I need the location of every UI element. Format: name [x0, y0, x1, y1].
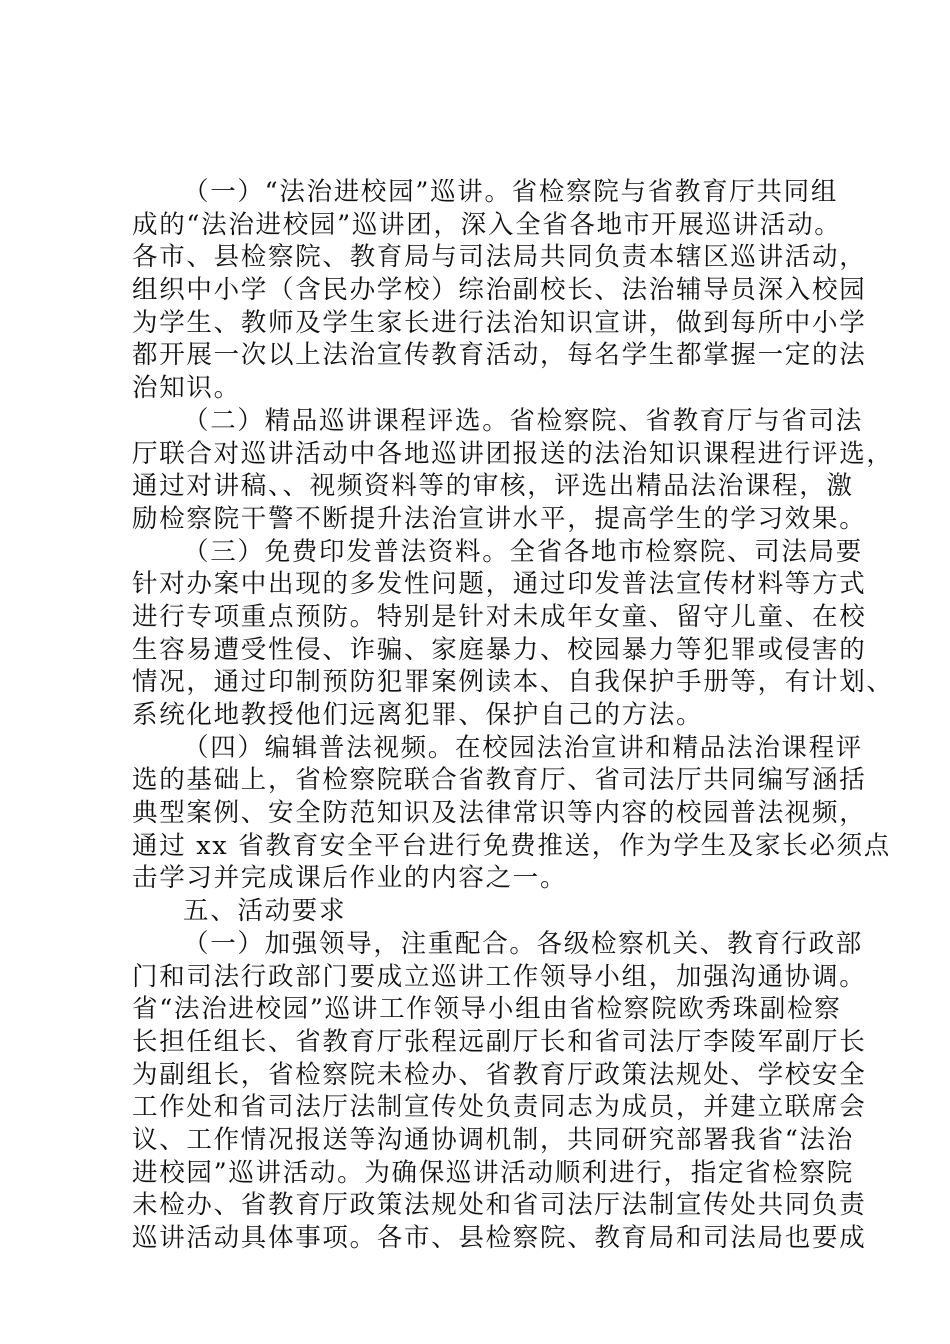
paragraph-5-line-9: 未检办、省教育厅政策法规处和省司法厅法制宣传处共同负责	[132, 1190, 867, 1221]
section-heading: 五、活动要求	[183, 896, 347, 927]
paragraph-4-line-4: 通过 xx 省教育安全平台进行免费推送，作为学生及家长必须点	[132, 830, 891, 861]
paragraph-5-line-7: 议、工作情况报送等沟通协调机制，共同研究部署我省“法治	[132, 1124, 854, 1155]
paragraph-5-line-1: （一）加强领导，注重配合。各级检察机关、教育行政部	[183, 928, 864, 959]
paragraph-2-line-3: 通过对讲稿、、视频资料等的审核，评选出精品法治课程，激	[132, 471, 854, 502]
paragraph-1-line-1: （一）“法治进校园”巡讲。省检察院与省教育厅共同组	[183, 177, 839, 207]
paragraph-3-line-6: 系统化地教授他们远离犯罪、保护自己的方法。	[132, 700, 704, 730]
paragraph-5-line-6: 工作处和省司法厅法制宣传处负责同志为成员，并建立联席会	[132, 1092, 867, 1123]
paragraph-5-line-5: 为副组长，省检察院未检办、省教育厅政策法规处、学校安全	[132, 1059, 867, 1090]
paragraph-1-line-4: 组织中小学（含民办学校）综治副校长、法治辅导员深入校园	[132, 275, 867, 306]
document-body	[132, 176, 894, 1255]
paragraph-2-line-1: （二）精品巡讲课程评选。省检察院、省教育厅与省司法	[183, 405, 864, 436]
paragraph-5-line-2: 门和司法行政部门要成立巡讲工作领导小组，加强沟通协调。	[132, 961, 867, 992]
paragraph-1-line-3: 各市、县检察院、教育局与司法局共同负责本辖区巡讲活动，	[132, 242, 867, 273]
paragraph-1-line-7: 治知识。	[132, 373, 241, 404]
paragraph-2-line-4: 励检察院干警不断提升法治宣讲水平，提高学生的学习效果。	[132, 503, 867, 534]
paragraph-2-line-2: 厅联合对巡讲活动中各地巡讲团报送的法治知识课程进行评选，	[132, 438, 894, 469]
paragraph-5-line-3: 省“法治进校园”巡讲工作领导小组由省检察院欧秀珠副检察	[132, 994, 842, 1025]
paragraph-4-line-1: （四）编辑普法视频。在校园法治宣讲和精品法治课程评	[183, 732, 864, 763]
paragraph-3-line-4: 生容易遭受性侵、诈骗、家庭暴力、校园暴力等犯罪或侵害的	[132, 634, 867, 665]
paragraph-4-line-5: 击学习并完成课后作业的内容之一。	[132, 863, 568, 894]
paragraph-1-line-6: 都开展一次以上法治宣传教育活动，每名学生都掌握一定的法	[132, 340, 867, 371]
paragraph-1-line-2: 成的“法治进校园”巡讲团，深入全省各地市开展巡讲活动。	[132, 209, 842, 240]
paragraph-5-line-8: 进校园”巡讲活动。为确保巡讲活动顺利进行，指定省检察院	[132, 1157, 854, 1188]
paragraph-4-line-2: 选的基础上，省检察院联合省教育厅、省司法厅共同编写涵括	[132, 765, 867, 796]
paragraph-1-line-5: 为学生、教师及学生家长进行法治知识宣讲，做到每所中小学	[132, 307, 867, 338]
paragraph-5-line-10: 巡讲活动具体事项。各市、县检察院、教育局和司法局也要成	[132, 1223, 867, 1253]
paragraph-4-line-3: 典型案例、安全防范知识及法律常识等内容的校园普法视频，	[132, 798, 867, 829]
paragraph-3-line-5: 情况，通过印制预防犯罪案例读本、自我保护手册等，有计划、	[132, 667, 894, 698]
paragraph-3-line-3: 进行专项重点预防。特别是针对未成年女童、留守儿童、在校	[132, 601, 867, 632]
paragraph-5-line-4: 长担任组长、省教育厅张程远副厅长和省司法厅李陵军副厅长	[132, 1026, 867, 1057]
paragraph-3-line-1: （三）免费印发普法资料。全省各地市检察院、司法局要	[183, 536, 864, 567]
paragraph-3-line-2: 针对办案中出现的多发性问题，通过印发普法宣传材料等方式	[132, 569, 867, 600]
